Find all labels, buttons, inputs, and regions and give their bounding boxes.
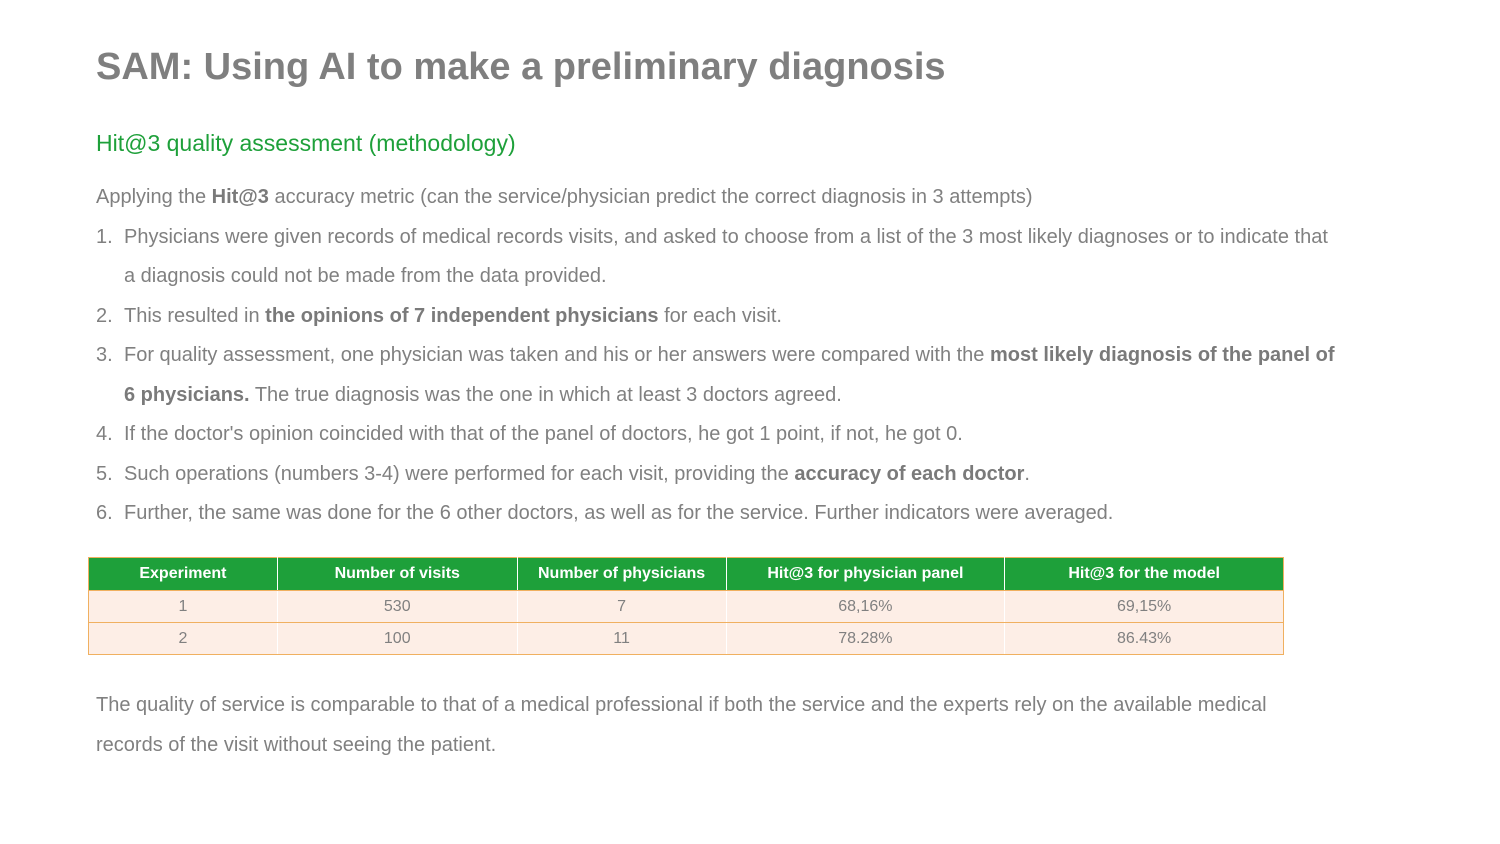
header-model-hit3: Hit@3 for the model — [1005, 558, 1284, 591]
step-number: 2. — [96, 304, 113, 327]
step-number: 3. — [96, 344, 113, 366]
list-item — [96, 336, 1336, 415]
step-text-end: . — [1024, 462, 1030, 485]
step-number: 4. — [96, 423, 113, 445]
step-emphasis: most likely diagnosis of the panel of 6 physicians. — [124, 344, 1335, 406]
section-subtitle: Hit@3 quality assessment (methodology) — [96, 130, 516, 156]
table-cell: 100 — [277, 623, 517, 655]
intro-text-end: accuracy metric (can the service/physician predict the correct diagnosis in 3 attempts) — [268, 186, 1033, 208]
table-cell: 7 — [517, 591, 726, 623]
step-text: Physicians were given records of medical records visits, and asked to choose from a list of the 3 most likely diagnoses or to indicate that a diagnosis could not be made from the data provided. — [124, 225, 1328, 287]
methodology-text — [96, 178, 1336, 534]
table-header-row — [89, 558, 1284, 591]
intro-text: Applying the — [96, 186, 212, 208]
table-cell: 78.28% — [726, 623, 1005, 655]
step-text: This resulted in — [124, 304, 266, 327]
table-cell: 530 — [277, 591, 517, 623]
header-panel-hit3: Hit@3 for physician panel — [726, 558, 1005, 591]
step-number: 5. — [96, 462, 113, 485]
list-item — [96, 455, 1336, 495]
step-emphasis: the opinions of 7 independent physicians — [265, 304, 659, 327]
header-physicians: Number of physicians — [517, 558, 726, 591]
list-item — [96, 494, 1336, 534]
step-number: 1. — [96, 225, 113, 248]
step-text-end: The true diagnosis was the one in which at least 3 doctors agreed. — [249, 383, 842, 406]
table-cell: 86.43% — [1005, 623, 1284, 655]
step-text-end: for each visit. — [658, 304, 782, 327]
table-cell: 1 — [89, 591, 278, 623]
step-emphasis: accuracy of each doctor — [794, 462, 1025, 485]
step-text: Such operations (numbers 3-4) were performed for each visit, providing the — [124, 462, 795, 485]
conclusion-paragraph: The quality of service is comparable to that of a medical professional if both the service and the experts rely on the available medical records of the visit without seeing the patient. — [96, 694, 1267, 756]
step-text: If the doctor's opinion coincided with that of the panel of doctors, he got 1 point, if not, he got 0. — [124, 423, 963, 445]
table-cell: 69,15% — [1005, 591, 1284, 623]
table-row — [89, 591, 1284, 623]
step-number: 6. — [96, 502, 113, 524]
page-title: SAM: Using AI to make a preliminary diagnosis — [96, 46, 946, 88]
steps-list — [96, 218, 1336, 534]
step-text: Further, the same was done for the 6 other doctors, as well as for the service. Further indicators were averaged. — [124, 502, 1114, 524]
table-row — [89, 623, 1284, 655]
table-cell: 68,16% — [726, 591, 1005, 623]
results-table — [88, 557, 1284, 655]
step-text: For quality assessment, one physician was taken and his or her answers were compared with the — [124, 344, 990, 366]
intro-metric: Hit@3 — [211, 186, 269, 208]
list-item — [96, 415, 1336, 455]
list-item — [96, 297, 1336, 337]
table-cell: 2 — [89, 623, 278, 655]
header-visits: Number of visits — [277, 558, 517, 591]
header-experiment: Experiment — [89, 558, 278, 591]
table-cell: 11 — [517, 623, 726, 655]
list-item — [96, 218, 1336, 297]
intro-paragraph — [96, 178, 1336, 218]
